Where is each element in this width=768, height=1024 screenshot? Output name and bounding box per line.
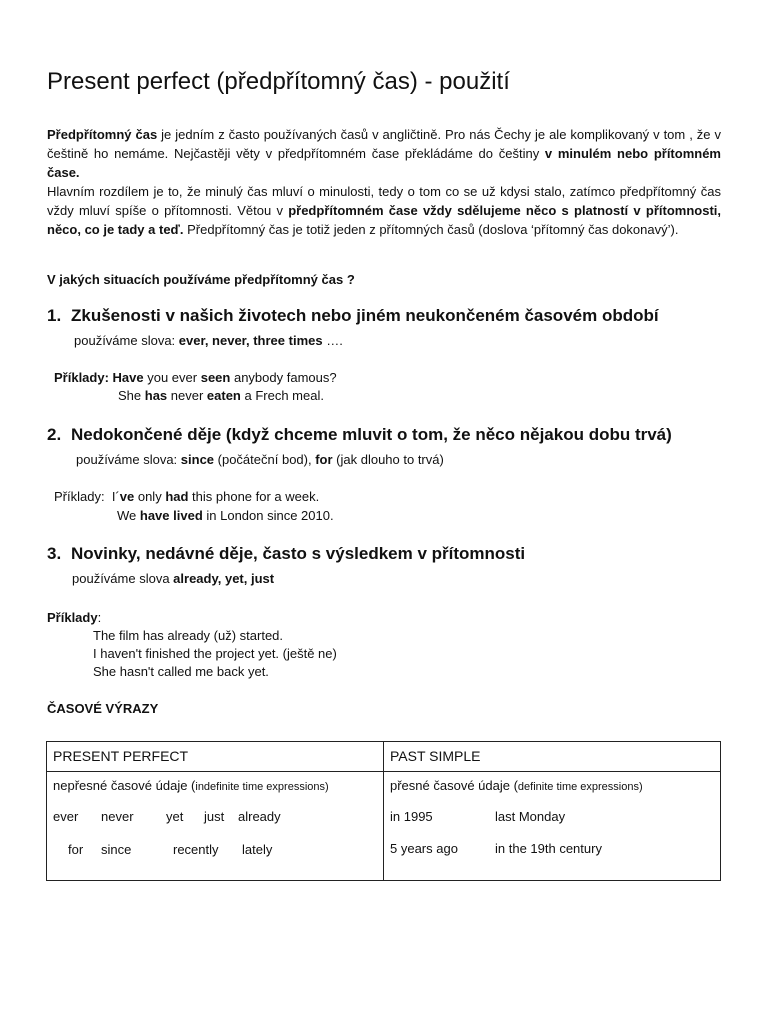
- expression-word: 5 years ago: [390, 841, 458, 856]
- intro-text-span: Hlavním rozdílem je to, že minulý čas mluví o minulosti, tedy o tom co se už kdysi stalo, zatímco předpřítomný čas vždy mluví spíše o přítomnosti. Větou v: [47, 184, 721, 218]
- example-text: anybody famous?: [230, 370, 337, 385]
- example-text: We: [117, 508, 140, 523]
- header-past-simple: PAST SIMPLE: [384, 742, 721, 772]
- table-title: ČASOVÉ VÝRAZY: [47, 701, 159, 716]
- example-bold: Have: [112, 370, 144, 385]
- expression-word: recently: [173, 842, 219, 857]
- example-text: this phone for a week.: [188, 489, 320, 504]
- usage-label: používáme slova:: [76, 452, 181, 467]
- intro-bold-phrase: předpřítomném čase vždy sdělujeme něco s platností v přítomnosti, něco, co je tady a teď.: [47, 203, 721, 237]
- intro-paragraph-2: [47, 182, 721, 239]
- example-text: in London since 2010.: [202, 508, 334, 523]
- expression-word: last Monday: [495, 809, 566, 824]
- example-text: a Frech meal.: [240, 388, 324, 403]
- section-2-example-2: [117, 506, 334, 525]
- cell-description-line: [390, 778, 714, 795]
- intro-text: [47, 125, 721, 239]
- usage-note: (jak dlouho to trvá): [332, 452, 444, 467]
- section-2-usage: [76, 450, 444, 469]
- example-bold: had: [165, 489, 189, 504]
- example-bold: have lived: [139, 508, 203, 523]
- section-2-example-1: [54, 487, 319, 506]
- usage-words: ever, never, three times: [178, 333, 323, 348]
- past-simple-cell: [384, 772, 721, 881]
- present-perfect-cell: [47, 772, 384, 881]
- examples-label: Příklady:: [54, 370, 109, 385]
- example-text: you ever: [143, 370, 201, 385]
- example-bold: seen: [200, 370, 231, 385]
- section-1-usage: [74, 331, 343, 350]
- usage-label: používáme slova:: [74, 333, 179, 348]
- expression-word: never: [101, 809, 134, 824]
- time-expressions-table: [46, 741, 721, 881]
- table-row: [47, 772, 721, 881]
- expressions-row-2: [390, 841, 714, 857]
- cell-description-en: definite time expressions): [517, 781, 643, 793]
- section-number: 2.: [47, 425, 62, 444]
- usage-suffix: ….: [322, 333, 343, 348]
- example-text: I´: [111, 489, 120, 504]
- expression-word: for: [68, 842, 84, 857]
- question-heading: V jakých situacích používáme předpřítomný čas ?: [47, 272, 355, 287]
- expression-word: yet: [166, 809, 184, 824]
- intro-bold-phrase: v minulém nebo přítomném čase.: [47, 146, 721, 180]
- expression-word: since: [101, 842, 132, 857]
- expression-word: in the 19th century: [495, 841, 602, 856]
- example-bold: ve: [119, 489, 135, 504]
- section-1-heading: [47, 305, 659, 327]
- cell-description: nepřesné časové údaje (: [53, 778, 196, 793]
- section-3-usage: [72, 569, 274, 588]
- expressions-row-2: [53, 842, 377, 858]
- page-title: Present perfect (předpřítomný čas) - použití: [47, 68, 510, 95]
- expression-word: just: [204, 809, 225, 824]
- intro-bold-term: Předpřítomný čas: [47, 127, 158, 142]
- expressions-row-1: [53, 809, 377, 825]
- section-number: 1.: [47, 306, 62, 325]
- cell-description: přesné časové údaje (: [390, 778, 518, 793]
- section-number: 3.: [47, 544, 62, 563]
- section-title: Nedokončené děje (když chceme mluvit o tom, že něco nějakou dobu trvá): [71, 425, 672, 444]
- expression-word: ever: [53, 809, 79, 824]
- expression-word: lately: [242, 842, 273, 857]
- examples-label: Příklady:: [54, 489, 105, 504]
- example-bold: eaten: [206, 388, 241, 403]
- example-text: She: [118, 388, 145, 403]
- section-2-heading: [47, 424, 672, 446]
- table-header-row: [47, 742, 721, 772]
- section-3-heading: [47, 543, 525, 565]
- intro-text-span: je jedním z často používaných časů v angličtině. Pro nás Čechy je ale komplikovaný v tom , že v češtině ho nemáme. Nejčastěji věty v předpřítomném čase překládáme do češtiny: [47, 127, 721, 161]
- header-present-perfect: PRESENT PERFECT: [47, 742, 384, 772]
- usage-words: since: [180, 452, 215, 467]
- examples-label: Příklady: [47, 610, 98, 625]
- example-bold: has: [144, 388, 168, 403]
- cell-description-en: indefinite time expressions): [195, 781, 329, 793]
- section-title: Novinky, nedávné děje, často s výsledkem v přítomnosti: [71, 544, 526, 563]
- section-3-example-1: The film has already (už) started.: [93, 628, 284, 643]
- example-text: never: [167, 388, 207, 403]
- expression-word: already: [238, 809, 281, 824]
- intro-paragraph-1: [47, 125, 721, 182]
- section-1-example-1: [54, 368, 337, 387]
- usage-note: (počáteční bod),: [214, 452, 316, 467]
- section-3-example-2: I haven't finished the project yet. (ještě ne): [93, 646, 337, 661]
- examples-colon: :: [97, 610, 102, 625]
- intro-text-span: Předpřítomný čas je totiž jeden z přítomných časů (doslova ‘přítomný čas dokonavý’).: [183, 222, 679, 237]
- section-1-example-2: [118, 386, 324, 405]
- example-text: only: [134, 489, 166, 504]
- section-title: Zkušenosti v našich životech nebo jiném neukončeném časovém období: [71, 306, 659, 325]
- section-3-example-3: She hasn't called me back yet.: [93, 664, 269, 679]
- usage-label: používáme slova: [72, 571, 174, 586]
- expressions-row-1: [390, 809, 714, 825]
- usage-words: for: [315, 452, 333, 467]
- expression-word: in 1995: [390, 809, 433, 824]
- usage-words: already, yet, just: [173, 571, 275, 586]
- section-3-examples-label: [47, 608, 101, 627]
